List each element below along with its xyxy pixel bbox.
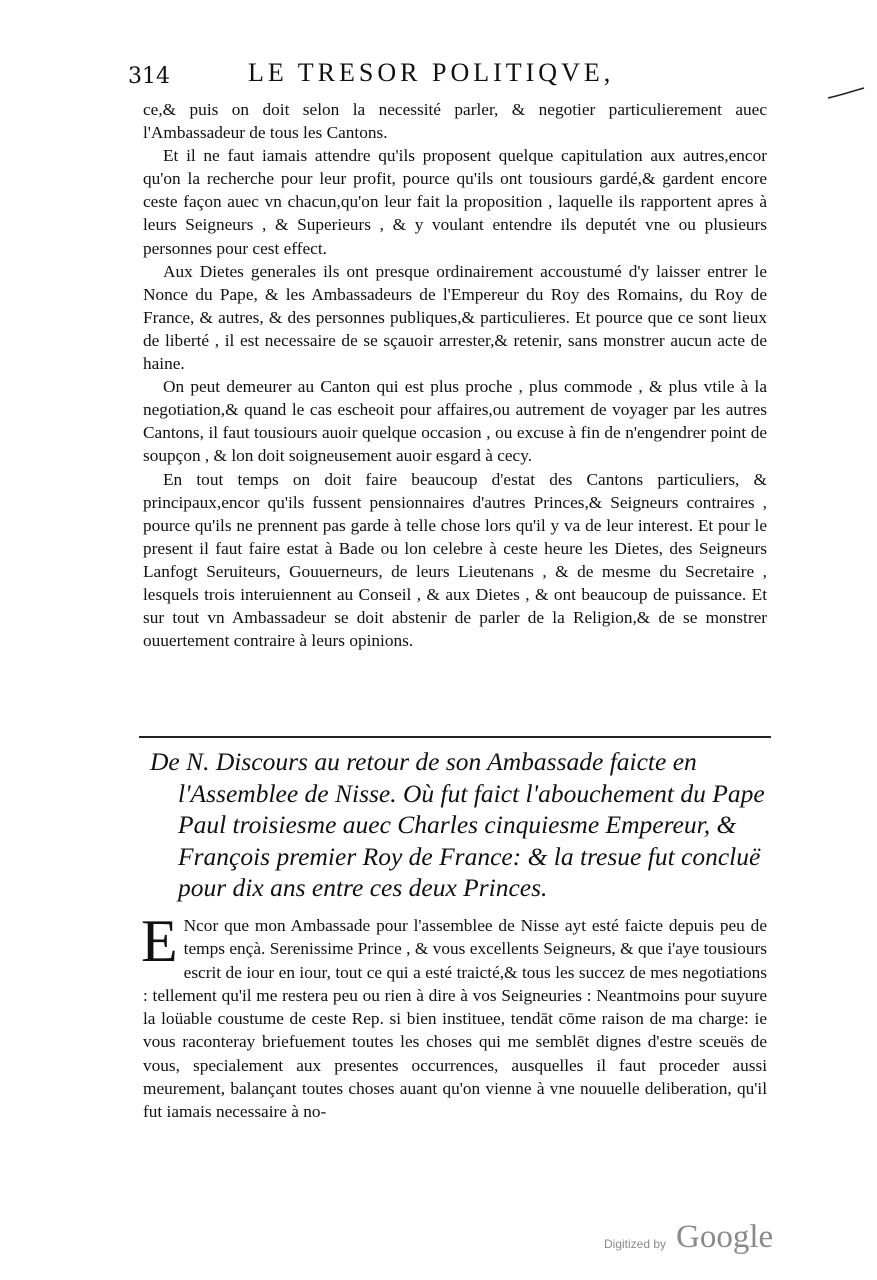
body-text (143, 98, 767, 652)
page-number: 314 (128, 64, 170, 89)
running-title: LE TRESOR POLITIQVE, (248, 58, 615, 87)
digitized-watermark (604, 1219, 804, 1259)
section-heading-text: De N. Discours au retour de son Ambassade faicte en l'Assemblee de Nisse. Où fut faict l'abouchement du Pape Paul troisiesme auec Charles cinquiesme Empereur, & François premier Roy de France: & la tresue fut concluë pour dix ans entre ces deux Princes. (150, 747, 765, 902)
margin-pen-mark (826, 86, 866, 102)
paragraph-5: En tout temps on doit faire beaucoup d'estat des Cantons particuliers, & principaux,encor qu'ils fussent pensionnaires d'autres Princes,& Seigneurs contraires , pource qu'ils ne prennent pas garde à telle chose lors qu'il y va de leur interest. Et pour le present il faut faire estat à Bade ou lon celebre à ceste heure les Dietes, des Seigneurs Lanfogt Seruiteurs, Gouuerneurs, de leurs Lieutenans , & de mesme du Secretaire , lesquels trois interuiennent au Conseil , & aux Dietes , & ont beaucoup de puissance. Et sur tout vn Ambassadeur se doit abstenir de parler de la Religion,& de se monstrer ouuertement contraire à leurs opinions. (143, 469, 767, 651)
paragraph-4: On peut demeurer au Canton qui est plus proche , plus commode , & plus vtile à la negotiation,& quand le cas escheoit pour affaires,ou autrement de voyager par les autres Cantons, il faut tousiours auoir quelque occasion , ou excuse à fin de n'engendrer point de soupçon , & lon doit soigneusement auoir esgard à cecy. (143, 377, 767, 466)
section-heading (150, 746, 770, 904)
page-header (128, 58, 768, 94)
section-divider (139, 736, 771, 738)
discourse-paragraph: Ncor que mon Ambassade pour l'assemblee de Nisse ayt esté faicte depuis peu de temps ençà. Serenissime Prince , & vous excellents Seigneurs, & que i'aye tousiours escrit de iour en iour, tout ce qui a esté traicté,& tous les succez de mes negotiations : tellement qu'il me restera peu ou rien à dire à vos Seigneuries : Neantmoins pour suyure la loüable coustume de ceste Rep. si bien instituee, tendāt cōme raison de ma charge: ie vous raconteray briefuement toutes les choses qui me semblēt dignes d'estre sceuës de vous, specialement aux presentes occurrences, ausquelles il faut proceder aussi meurement, balançant toutes choses auant qu'on vienne à vne nouuelle deliberation, qu'il fut iamais necessaire à no- (143, 916, 767, 1122)
paragraph-1: ce,& puis on doit selon la necessité parler, & negotier particulierement auec l'Ambassadeur de tous les Cantons. (143, 100, 767, 143)
discourse-text (141, 908, 767, 1124)
paragraph-2: Et il ne faut iamais attendre qu'ils proposent quelque capitulation aux autres,encor qu'on la recherche pour leur profit, pource qu'ils ont tousiours gardé,& gardent encore ceste façon auec vn chacun,qu'on leur fait la proposition , laquelle ils rapportent apres à leurs Seigneurs , & Superieurs , & y voulant entendre ils deputét vne ou plusieurs personnes pour cest effect. (143, 146, 767, 258)
drop-cap: E (141, 908, 178, 974)
paragraph-3: Aux Dietes generales ils ont presque ordinairement accoustumé d'y laisser entrer le Nonce du Pape, & les Ambassadeurs de l'Empereur du Roy des Romains, du Roy de France, & autres, & des personnes publiques,& particulieres. Et pource que ce sont lieux de liberté , il est necessaire de se sçauoir arrester,& retenir, sans monstrer aucun acte de haine. (143, 261, 767, 374)
watermark-prefix: Digitized by (604, 1237, 667, 1251)
watermark-brand: Google (676, 1219, 774, 1255)
